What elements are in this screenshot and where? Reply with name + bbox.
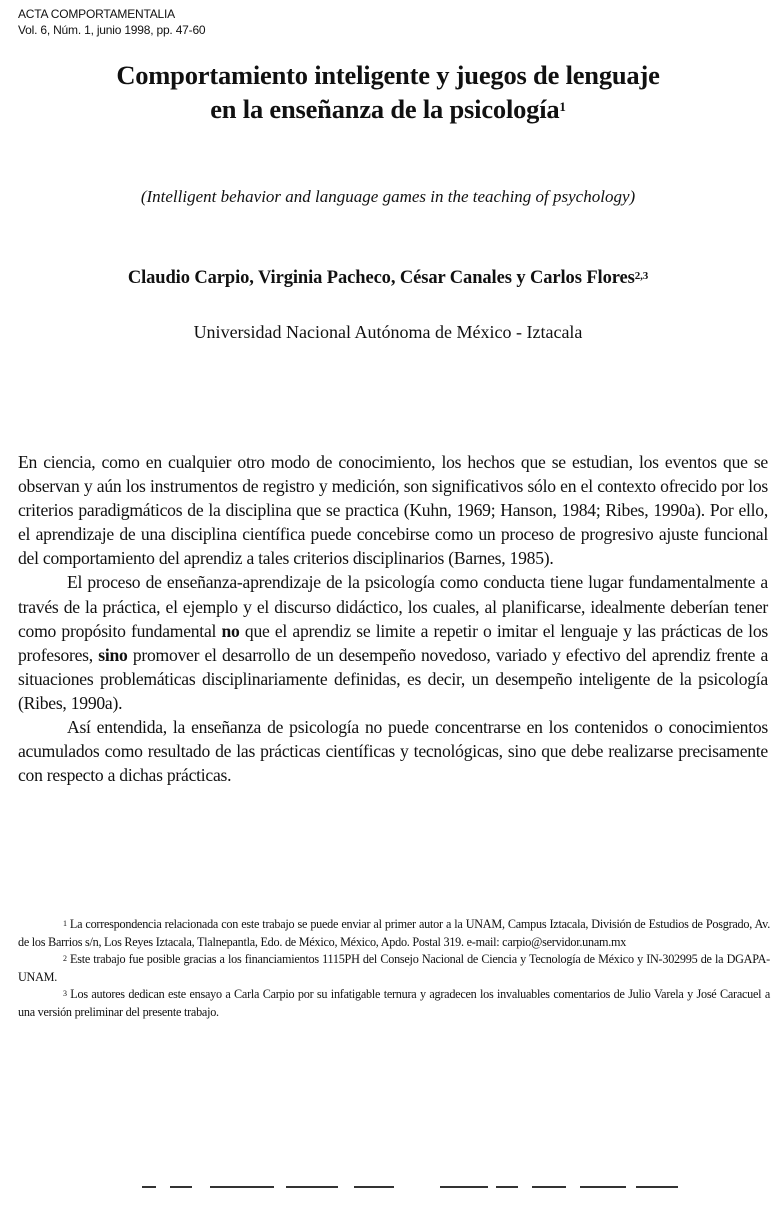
title-line-2 — [0, 92, 776, 126]
emphasis-no: no — [221, 620, 240, 641]
paragraph-2-part-c: promover el desarrollo de un desempeño novedoso, variado y efectivo del aprendiz frente a situaciones problemáticas disciplinariamente definidas, es decir, un desempeño inteligente de la psicología (Ribes, 1990a). — [18, 644, 769, 713]
footnote-1-text: La correspondencia relacionada con este trabajo se puede enviar al primer autor a la UNAM, Campus Iztacala, División de Estudios de Posgrado, Av. de los Barrios s/n, Los Reyes Iztacala, Tlalnepantla, Edo. de México, México, Apdo. Postal 319. e-mail: carpio@servidor.unam.mx — [18, 917, 770, 949]
article-title — [0, 58, 776, 126]
title-line-2-text: en la enseñanza de la psicología — [210, 94, 560, 124]
paragraph-2-part-b: que el aprendiz se limite a repetir o imitar el lenguaje y las prácticas de los profesores, — [18, 620, 768, 665]
affiliation: Universidad Nacional Autónoma de México - Iztacala — [193, 322, 583, 342]
authors — [0, 266, 776, 290]
footnote-2-mark: 2 — [63, 954, 67, 964]
dash-mark — [170, 1186, 192, 1188]
title-line-1: Comportamiento inteligente y juegos de lenguaje — [116, 60, 660, 90]
dash-mark — [532, 1186, 566, 1188]
paragraph-2-part-a: El proceso de enseñanza-aprendizaje de la psicología como conducta tiene lugar fundamentalmente a través de la práctica, el ejemplo y el discurso didáctico, los cuales, al planificarse, idealmente deberían tener como propósito fundamental — [18, 572, 768, 641]
dash-mark — [142, 1186, 156, 1188]
journal-header — [18, 6, 205, 38]
footnote-1-mark: 1 — [63, 919, 67, 928]
paragraph-2 — [18, 570, 768, 715]
footnote-1 — [18, 916, 770, 951]
footnotes — [18, 916, 770, 1022]
paragraph-3: Así entendida, la enseñanza de psicología no puede concentrarse en los contenidos o conocimientos acumulados como resultado de las prácticas científicas y tecnológicas, sino que debe realizarse precisamente con respecto a dichas prácticas. — [18, 717, 768, 786]
footnote-3 — [18, 986, 770, 1021]
dash-mark — [636, 1186, 678, 1188]
dash-mark — [440, 1186, 488, 1188]
footnote-3-text: Los autores dedican este ensayo a Carla Carpio por su infatigable ternura y agradecen los invaluables comentarios de Julio Varela y José Caracuel a una versión preliminar del presente trabajo. — [18, 987, 770, 1019]
article-body — [18, 450, 768, 787]
author-list: Claudio Carpio, Virginia Pacheco, César Canales y Carlos Flores — [127, 268, 635, 288]
author-footnote-marks: 2,3 — [634, 270, 649, 282]
footnote-2 — [18, 951, 770, 986]
paragraph-1: En ciencia, como en cualquier otro modo de conocimiento, los hechos que se estudian, los eventos que se observan y aún los instrumentos de registro y medición, son significativos sólo en el contexto ofrecido por los criterios paradigmáticos de la disciplina que se practica (Kuhn, 1969; Hanson, 1984; Ribes, 1990a). Por ello, el aprendizaje de una disciplina científica puede concebirse como un proceso de progresivo ajuste funcional del comportamiento del aprendiz a tales criterios disciplinarios (Barnes, 1985). — [18, 452, 768, 569]
footnote-3-mark: 3 — [63, 989, 67, 999]
dash-mark — [210, 1186, 274, 1188]
scan-artifact-dashes — [118, 1186, 678, 1189]
article-subtitle: (Intelligent behavior and language games in the teaching of psychology) — [140, 187, 636, 206]
emphasis-sino: sino — [98, 644, 128, 665]
dash-mark — [580, 1186, 626, 1188]
dash-mark — [496, 1186, 518, 1188]
dash-mark — [286, 1186, 338, 1188]
title-footnote-mark: 1 — [559, 99, 566, 114]
journal-issue: Vol. 6, Núm. 1, junio 1998, pp. 47-60 — [18, 23, 206, 37]
dash-mark — [354, 1186, 394, 1188]
journal-name: ACTA COMPORTAMENTALIA — [18, 7, 175, 21]
footnote-2-text: Este trabajo fue posible gracias a los financiamientos 1115PH del Consejo Nacional de Ciencia y Tecnología de México y IN-302995 de la DGAPA-UNAM. — [18, 952, 770, 984]
